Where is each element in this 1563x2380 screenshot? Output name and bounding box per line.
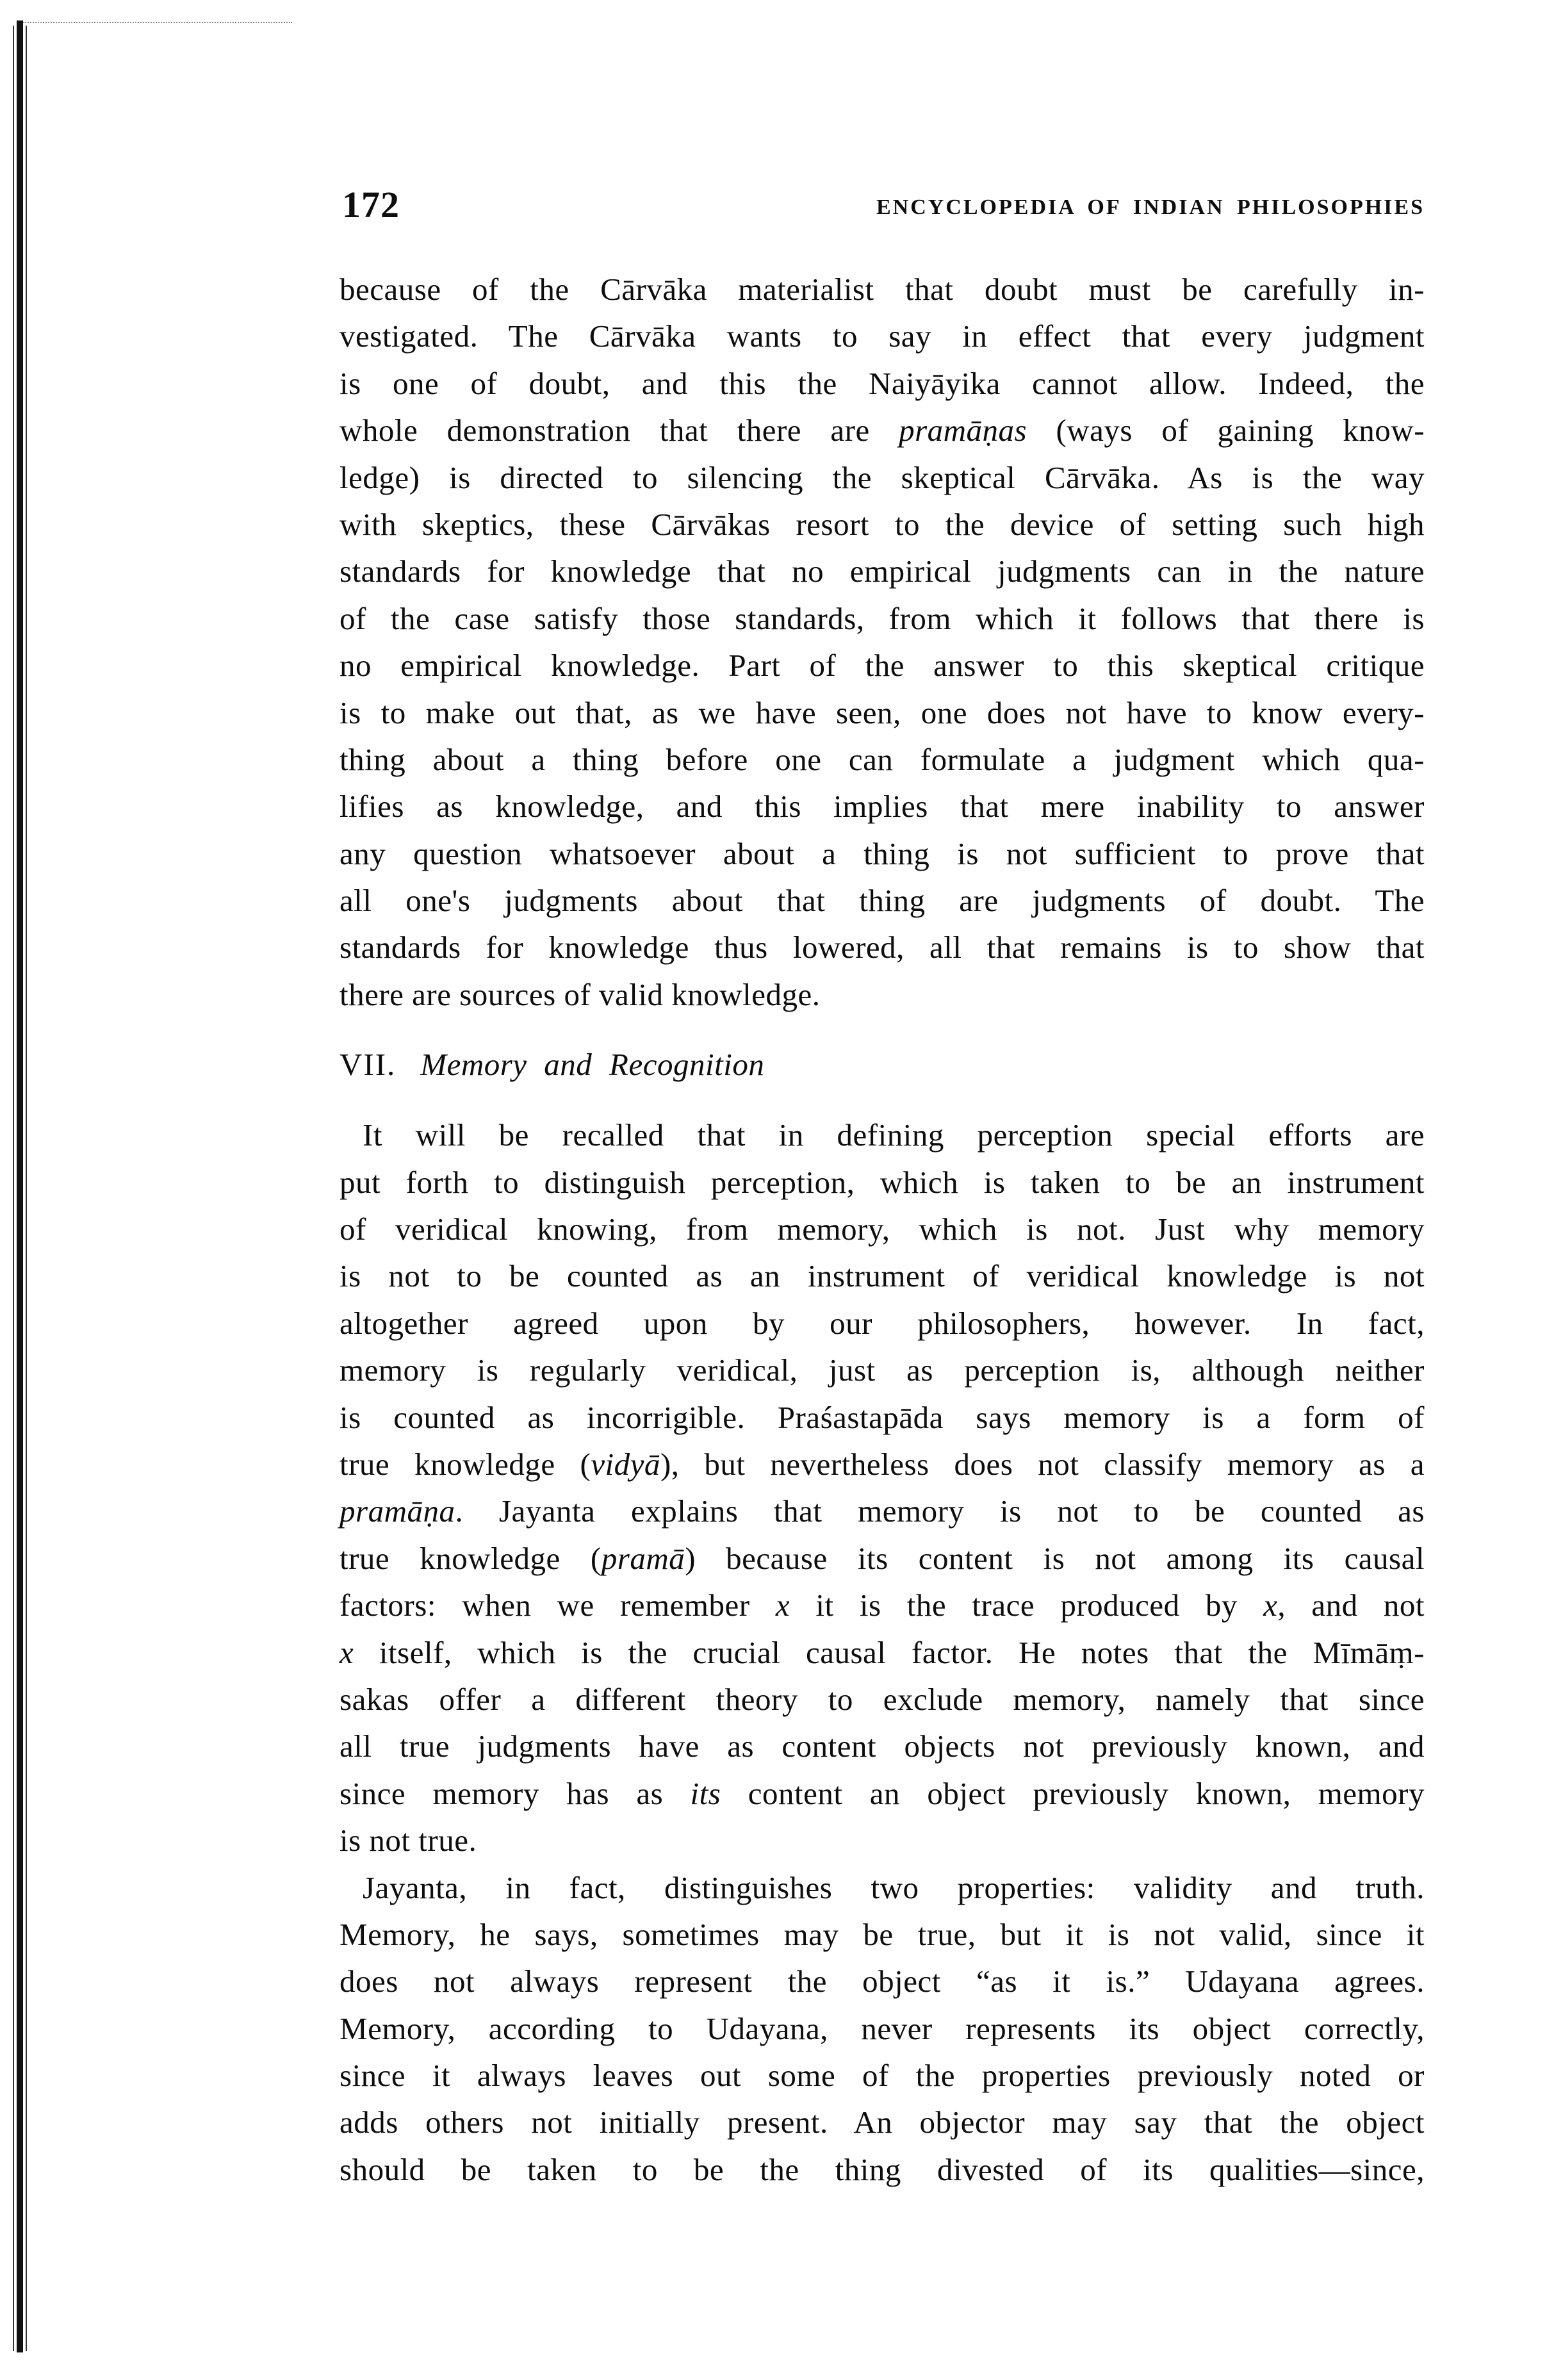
text-line: It will be recalled that in defining perception special efforts are — [363, 1117, 1425, 1153]
term-vidya: vidyā — [591, 1446, 660, 1482]
body-text — [340, 266, 1425, 2193]
text-line: ledge) is directed to silencing the skeptical Cārvāka. As is the way — [340, 459, 1425, 495]
text-line: x itself, which is the crucial causal factor. He notes that the Mīmāṃ- — [340, 1634, 1425, 1670]
text-line: altogether agreed upon by our philosophers, however. In fact, — [340, 1305, 1425, 1341]
text-line: because of the Cārvāka materialist that doubt must be carefully in- — [340, 272, 1425, 307]
text-line: Memory, he says, sometimes may be true, but it is not valid, since it — [340, 1916, 1425, 1952]
paragraph-memory-intro — [340, 1112, 1425, 1864]
text-line: adds others not initially present. An objector may say that the object — [340, 2105, 1425, 2140]
text-line: standards for knowledge thus lowered, all that remains is to show that — [340, 930, 1425, 965]
text-line: Memory, according to Udayana, never represents its object correctly, — [340, 2010, 1425, 2046]
running-title: ENCYCLOPEDIA OF INDIAN PHILOSOPHIES — [876, 195, 1425, 219]
text-line: thing about a thing before one can formulate a judgment which qua- — [340, 741, 1425, 777]
term-x: x — [1263, 1588, 1278, 1623]
text-line: whole demonstration that there are pramāṇas (ways of gaining know- — [340, 413, 1425, 448]
section-title: Memory and Recognition — [420, 1047, 765, 1083]
page-number: 172 — [342, 184, 400, 226]
text-line: lifies as knowledge, and this implies that mere inability to answer — [340, 789, 1425, 825]
term-pramana: pramāṇa — [340, 1493, 455, 1529]
text-line: memory is regularly veridical, just as perception is, although neither — [340, 1352, 1425, 1388]
text-line: sakas offer a different theory to exclude memory, namely that since — [340, 1681, 1425, 1717]
text-line: does not always represent the object “as it is.” Udayana agrees. — [340, 1964, 1425, 1999]
paragraph-carvaka-skepticism — [340, 266, 1425, 1018]
scan-top-edge — [23, 22, 292, 23]
text-line: standards for knowledge that no empirical judgments can in the nature — [340, 554, 1425, 589]
text-line: with skeptics, these Cārvākas resort to the device of setting such high — [340, 506, 1425, 542]
text-line: all true judgments have as content objects not previously known, and — [340, 1728, 1425, 1764]
binding-edge-line — [26, 26, 27, 2351]
text-line: since it always leaves out some of the properties previously noted or — [340, 2058, 1425, 2094]
text-line: pramāṇa. Jayanta explains that memory is not to be counted as — [340, 1493, 1425, 1529]
binding-edge-bar — [17, 21, 23, 2352]
running-head — [340, 185, 1425, 226]
term-pramanas: pramāṇas — [899, 413, 1027, 448]
term-prama: pramā — [601, 1540, 685, 1576]
text-line: of the case satisfy those standards, from which it follows that there is — [340, 600, 1425, 636]
text-line: true knowledge (pramā) because its content is not among its causal — [340, 1540, 1425, 1576]
text-line: true knowledge (vidyā), but nevertheless does not classify memory as a — [340, 1446, 1425, 1482]
binding-edge-line — [13, 26, 14, 2351]
section-heading — [340, 1018, 1425, 1112]
text-line: is counted as incorrigible. Praśastapāda says memory is a form of — [340, 1399, 1425, 1435]
text-line: there are sources of valid knowledge. — [340, 976, 821, 1012]
paragraph-jayanta-udayana — [340, 1864, 1425, 2194]
text-line: put forth to distinguish perception, which is taken to be an instrument — [340, 1164, 1425, 1200]
section-number: VII. — [340, 1047, 397, 1083]
text-line: any question whatsoever about a thing is not sufficient to prove that — [340, 835, 1425, 871]
text-line: is to make out that, as we have seen, one does not have to know every- — [340, 694, 1425, 730]
text-line: since memory has as its content an object previously known, memory — [340, 1775, 1425, 1811]
text-line: factors: when we remember x it is the trace produced by x, and not — [340, 1588, 1425, 1623]
term-x: x — [775, 1588, 790, 1623]
term-x: x — [340, 1634, 354, 1670]
text-line: is not to be counted as an instrument of veridical knowledge is not — [340, 1258, 1425, 1294]
text-line: vestigated. The Cārvāka wants to say in effect that every judgment — [340, 318, 1425, 354]
text-line: all one's judgments about that thing are judgments of doubt. The — [340, 883, 1425, 919]
text-line: is one of doubt, and this the Naiyāyika cannot allow. Indeed, the — [340, 365, 1425, 401]
text-line: Jayanta, in fact, distinguishes two properties: validity and truth. — [363, 1869, 1425, 1905]
text-line: is not true. — [340, 1823, 477, 1859]
text-line: no empirical knowledge. Part of the answer to this skeptical critique — [340, 648, 1425, 684]
term-its: its — [690, 1775, 721, 1811]
text-line: of veridical knowing, from memory, which is not. Just why memory — [340, 1211, 1425, 1247]
text-line: should be taken to be the thing divested of its qualities—since, — [340, 2151, 1425, 2187]
